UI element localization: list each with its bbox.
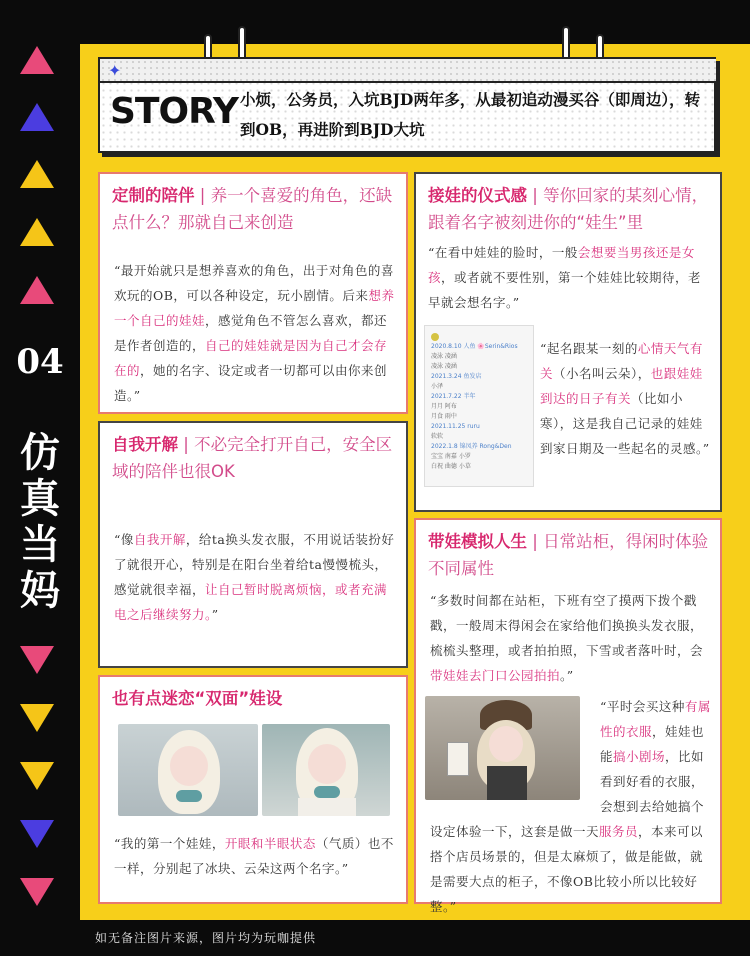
record-line: 凌泳 凌涵 [431,353,457,360]
story-label: STORY [110,91,238,132]
card-quote: “最开始就只是想养喜欢的角色，出于对角色的喜欢玩的OB，可以各种设定，玩小剧情。后来想养一个自己的娃娃，感觉角色不管怎么喜欢，都还是作者创造的，自己的娃娃就是因为自己才会存在的，她的名字、设定或者一切都可以由你来创造。” [114,263,395,403]
card-title: 带娃模拟人生 | 日常站柜，得闲时体验不同属性 [428,532,709,578]
yellow-triangle-up-icon [20,218,54,246]
story-header [98,57,716,153]
pink-triangle-down-icon [20,878,54,906]
record-line: 宝宝 南嘉 小罗 [431,453,471,460]
doll-photo-waitress [425,696,580,800]
left-sidebar [0,0,80,956]
pink-triangle-up-icon [20,276,54,304]
record-line: 2020.8.10 人鱼 🌸Serin&Rios [431,343,518,350]
record-line: 2021.11.25 ruru [431,423,480,430]
card-title: 自我开解 | 不必完全打开自己，安全区域的陪伴也很OK [112,435,393,481]
card-quote: “多数时间都在站柜，下班有空了摸两下拨个戳戳，一般周末得闲会在家给他们换换头发衣服，梳梳头整理，或者拍拍照，下雪或者落叶时，会带娃娃去门口公园拍拍。” [430,593,704,683]
record-line: 2021.7.22 半年 [431,393,476,400]
card-title: 定制的陪伴 | 养一个喜爱的角色，还缺点什么？那就自己来创造 [112,186,393,232]
record-line: 软软 [431,433,444,440]
record-line: 2022.1.8 锦凤养 Rong&Den [431,443,512,450]
card-quote: “像自我开解，给ta换头发衣服，不用说话装扮好了就很开心，特别是在阳台坐着给ta慢慢梳头，感觉就很幸福，让自己暂时脱离烦恼，或者充满电之后继续努力。” [114,532,395,622]
section-title [0,430,80,614]
doll-photo-half-eyes [262,724,390,816]
record-line: 白祝 曲德 小草 [431,463,471,470]
story-intro: 小烦，公务员，入坑BJD两年多，从最初追动漫买谷（即周边），转到OB，再进阶到BJD大坑 [240,90,701,139]
emoji-icon [431,333,439,341]
star-icon: ✦ [108,61,122,80]
record-line: 月食 雨中 [431,413,457,420]
purple-triangle-up-icon [20,103,54,131]
section-number: 04 [16,342,64,382]
name-record-screenshot [424,325,534,487]
yellow-triangle-down-icon [20,704,54,732]
card-self-comfort [98,421,408,668]
yellow-triangle-up-icon [20,160,54,188]
footer-credit: 如无备注图片来源，图片均为玩咖提供 [95,931,317,945]
card-title: 也有点迷恋“双面”娃设 [112,689,283,708]
section-title-char: 妈 [20,567,60,614]
card-quote: “我的第一个娃娃，开眼和半眼状态（气质）也不一样，分别起了冰块、云朵这两个名字。” [114,836,394,876]
pink-triangle-up-icon [20,46,54,74]
record-line: 小泽 [431,383,444,390]
section-title-char: 当 [20,521,60,568]
record-line: 月月 阿布 [431,403,457,410]
record-line: 凌泳 凌涵 [431,363,457,370]
card-custom-companion [98,172,408,414]
card-quote: “起名跟某一刻的心情天气有关（小名叫云朵），也跟娃娃到达的日子有关（比如小寒），这是我自己记录的娃娃到家日期及一些起名的灵感。” [540,341,710,456]
pink-triangle-down-icon [20,646,54,674]
card-quote: “在看中娃娃的脸时，一般会想要当男孩还是女孩，或者就不要性别，第一个娃娃比较期待，老早就会想名字。” [428,245,702,310]
section-title-char: 仿 [20,429,60,476]
doll-photo-open-eyes [118,724,258,816]
section-title-char: 真 [20,475,60,522]
card-title: 接娃的仪式感 | 等你回家的某刻心情，跟着名字被刻进你的“娃生”里 [428,186,709,232]
card-quote: “平时会买这种有属性的衣服，娃娃也能搞小剧场，比如看到好看的衣服，会想到去给她搞个设定体验一下，这套是做一天服务员，本来可以搭个店员场景的，但是太麻烦了，做是能做，就是需要大点的柜子，不像OB比较小所以比较好整。” [430,699,711,914]
yellow-triangle-down-icon [20,762,54,790]
record-line: 2021.3.24 鱼发店 [431,373,482,380]
purple-triangle-down-icon [20,820,54,848]
story-tab-bar [100,59,716,83]
